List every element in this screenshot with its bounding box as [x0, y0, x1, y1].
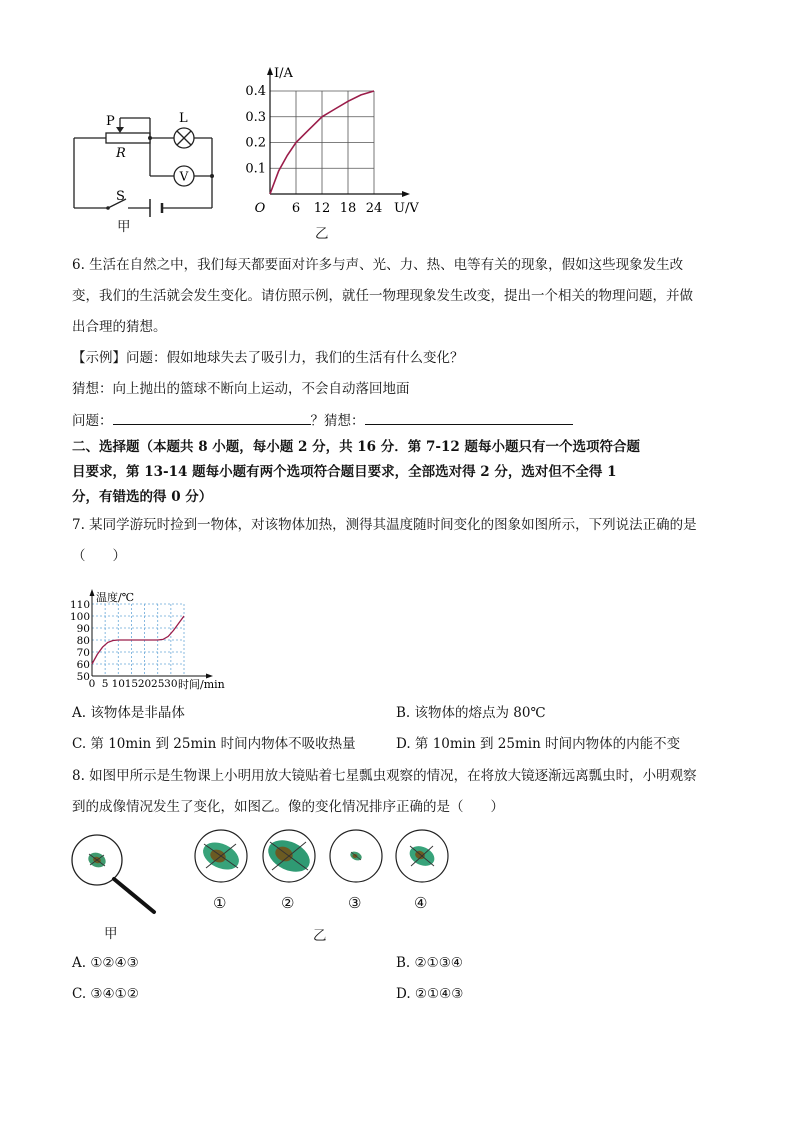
junction-dot [148, 136, 152, 140]
label-L: L [179, 111, 188, 126]
q8-line2: 到的成像情况发生了变化，如图乙。像的变化情况排序正确的是（ ） [72, 799, 504, 815]
q7-option-a[interactable]: A. 该物体是非晶体 [72, 705, 185, 721]
y-tick-label: 110 [69, 599, 90, 611]
ladybug-images [186, 824, 456, 894]
x-axis-label: 时间/min [178, 678, 225, 691]
q8-option-c[interactable]: C. ③④①② [72, 986, 139, 1002]
x-tick-label: 5 [101, 678, 109, 690]
slider-arrow [116, 127, 124, 133]
y-tick-label: 80 [76, 635, 90, 647]
iu-chart-caption: 乙 [315, 226, 329, 242]
q7-option-c[interactable]: C. 第 10min 到 25min 时间内物体不吸收热量 [72, 736, 356, 752]
x-tick-label: 0 [88, 678, 96, 690]
y-tick-label: 0.1 [245, 161, 266, 177]
section2-line2: 目要求，第 13-14 题每小题有两个选项符合题目要求，全部选对得 2 分，选对但不全得 1 [72, 464, 617, 480]
label-S: S [116, 189, 125, 204]
q7-bracket: （ ） [72, 548, 126, 564]
q6-question-label: 问题： [72, 413, 113, 429]
q8-fig-right-caption: 乙 [313, 928, 327, 944]
q6-question-blank[interactable] [113, 410, 311, 425]
y-tick-label: 50 [76, 671, 90, 683]
junction-dot [210, 174, 214, 178]
q7-line1: 7. 某同学游玩时捡到一物体，对该物体加热，测得其温度随时间变化的图象如图所示，下列说法正确的是 [72, 517, 697, 533]
circle-label-3: ③ [348, 894, 362, 912]
y-tick-label: 100 [69, 611, 90, 623]
rheostat-resistor [106, 133, 150, 143]
y-axis-label: 温度/℃ [96, 591, 135, 604]
y-axis-arrow [267, 67, 273, 75]
q6-example-guess: 猜想：向上抛出的篮球不断向上运动，不会自动落回地面 [72, 381, 410, 397]
q7-option-d[interactable]: D. 第 10min 到 25min 时间内物体的内能不变 [396, 736, 681, 752]
y-tick-label: 0.4 [245, 84, 266, 99]
circle-label-2: ② [281, 894, 295, 912]
q8-line1: 8. 如图甲所示是生物课上小明用放大镜贴着七星瓢虫观察的情况，在将放大镜逐渐远离瓢虫时，小明观察 [72, 768, 697, 784]
temperature-chart [66, 574, 256, 694]
circuit-diagram [62, 100, 232, 240]
circle-label-4: ④ [414, 894, 428, 912]
x-tick-label: 24 [365, 201, 383, 216]
magnifier-handle [114, 879, 154, 912]
label-R: R [116, 146, 126, 161]
y-axis-label: I/A [274, 66, 293, 81]
y-tick-label: 0.3 [245, 109, 266, 125]
label-P: P [106, 114, 115, 129]
circuit-caption: 甲 [117, 219, 131, 235]
q6-example-question: 【示例】问题：假如地球失去了吸引力，我们的生活有什么变化？ [72, 350, 464, 366]
section2-line1: 二、选择题（本题共 8 小题，每小题 2 分，共 16 分．第 7-12 题每小题只有一个选项符合题 [72, 439, 640, 455]
x-axis-arrow [402, 191, 410, 197]
q8-option-a[interactable]: A. ①②④③ [72, 955, 139, 971]
q6-guess-blank[interactable] [365, 410, 573, 425]
voltmeter-label: V [179, 169, 189, 184]
y-tick-label: 90 [76, 623, 90, 635]
x-tick-label: 12 [313, 201, 331, 216]
q8-option-d[interactable]: D. ②①④③ [396, 986, 464, 1002]
origin-label: O [254, 201, 266, 216]
x-tick-label: 18 [339, 201, 357, 216]
x-tick-label: 25 [151, 678, 165, 690]
y-tick-label: 60 [76, 659, 90, 671]
circle-label-1: ① [213, 894, 227, 912]
x-tick-label: 20 [137, 678, 152, 690]
q8-fig-left-caption: 甲 [104, 926, 118, 942]
iu-chart [240, 64, 430, 224]
q6-line1: 6. 生活在自然之中，我们每天都要面对许多与声、光、力、热、电等有关的现象，假如这些现象发生改 [72, 257, 684, 273]
x-axis-label: U/V [394, 201, 419, 216]
q6-answer-line [72, 410, 573, 431]
magnifier-figure [70, 832, 170, 922]
x-tick-label: 10 [111, 678, 125, 690]
q7-option-b[interactable]: B. 该物体的熔点为 80℃ [396, 705, 546, 721]
y-tick-label: 0.2 [245, 135, 266, 151]
x-tick-label: 30 [164, 678, 178, 690]
q6-guess-label: ？猜想： [310, 413, 365, 429]
y-axis-arrow [90, 589, 95, 596]
q6-line2: 变，我们的生活就会发生变化。请仿照示例，就任一物理现象发生改变，提出一个相关的物理问题，并做 [72, 288, 693, 304]
q6-line3: 出合理的猜想。 [72, 319, 167, 335]
x-tick-label: 15 [124, 678, 139, 690]
q8-option-b[interactable]: B. ②①③④ [396, 955, 463, 971]
y-tick-label: 70 [76, 647, 90, 659]
section2-line3: 分，有错选的得 0 分） [72, 489, 213, 505]
x-tick-label: 6 [291, 201, 301, 216]
